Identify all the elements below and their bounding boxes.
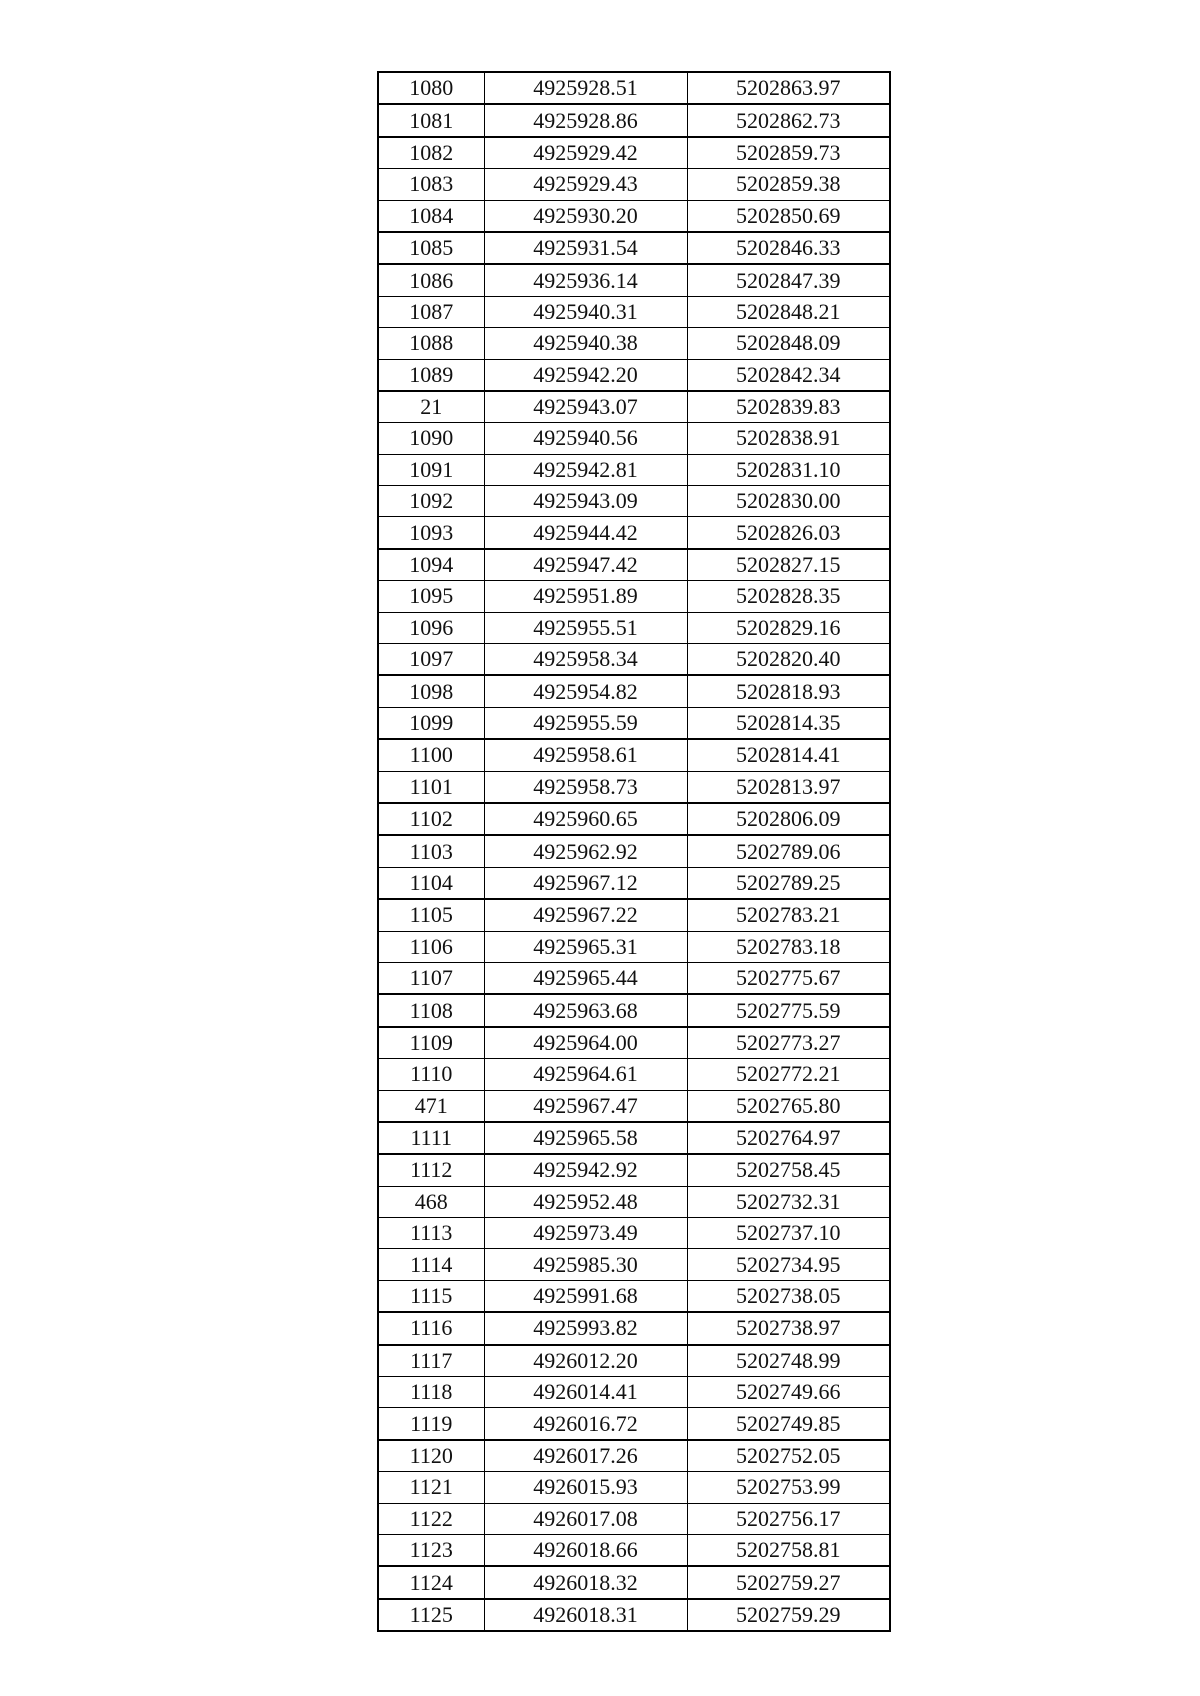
point-number-cell: 1120 bbox=[378, 1440, 484, 1472]
x-coordinate-cell: 4925928.86 bbox=[484, 104, 687, 136]
point-number-cell: 1121 bbox=[378, 1472, 484, 1503]
point-number-cell: 1111 bbox=[378, 1122, 484, 1154]
x-coordinate-cell: 4925929.42 bbox=[484, 137, 687, 169]
y-coordinate-cell: 5202752.05 bbox=[687, 1440, 890, 1472]
x-coordinate-cell: 4925936.14 bbox=[484, 264, 687, 296]
y-coordinate-cell: 5202828.35 bbox=[687, 581, 890, 612]
table-row bbox=[378, 1534, 890, 1566]
y-coordinate-cell: 5202749.66 bbox=[687, 1377, 890, 1408]
point-number-cell: 1114 bbox=[378, 1249, 484, 1280]
point-number-cell: 1104 bbox=[378, 867, 484, 899]
table-row bbox=[378, 994, 890, 1026]
table-row bbox=[378, 264, 890, 296]
x-coordinate-cell: 4925942.81 bbox=[484, 454, 687, 485]
table-row bbox=[378, 517, 890, 549]
table-row bbox=[378, 771, 890, 803]
table-row bbox=[378, 931, 890, 962]
x-coordinate-cell: 4925951.89 bbox=[484, 581, 687, 612]
point-number-cell: 1094 bbox=[378, 549, 484, 581]
point-number-cell: 1122 bbox=[378, 1503, 484, 1534]
x-coordinate-cell: 4925929.43 bbox=[484, 169, 687, 200]
x-coordinate-cell: 4925963.68 bbox=[484, 994, 687, 1026]
table-row bbox=[378, 1503, 890, 1534]
point-number-cell: 1082 bbox=[378, 137, 484, 169]
point-number-cell: 1118 bbox=[378, 1377, 484, 1408]
table-row bbox=[378, 1249, 890, 1280]
x-coordinate-cell: 4925993.82 bbox=[484, 1312, 687, 1344]
table-row bbox=[378, 1090, 890, 1122]
y-coordinate-cell: 5202737.10 bbox=[687, 1218, 890, 1249]
y-coordinate-cell: 5202838.91 bbox=[687, 423, 890, 454]
point-number-cell: 1107 bbox=[378, 962, 484, 994]
y-coordinate-cell: 5202758.45 bbox=[687, 1154, 890, 1186]
table-row bbox=[378, 1059, 890, 1090]
table-row bbox=[378, 1280, 890, 1312]
x-coordinate-cell: 4925955.59 bbox=[484, 707, 687, 739]
point-number-cell: 1110 bbox=[378, 1059, 484, 1090]
y-coordinate-cell: 5202827.15 bbox=[687, 549, 890, 581]
x-coordinate-cell: 4925943.07 bbox=[484, 391, 687, 423]
point-number-cell: 1115 bbox=[378, 1280, 484, 1312]
y-coordinate-cell: 5202813.97 bbox=[687, 771, 890, 803]
y-coordinate-cell: 5202738.97 bbox=[687, 1312, 890, 1344]
y-coordinate-cell: 5202829.16 bbox=[687, 612, 890, 643]
y-coordinate-cell: 5202826.03 bbox=[687, 517, 890, 549]
x-coordinate-cell: 4926014.41 bbox=[484, 1377, 687, 1408]
y-coordinate-cell: 5202789.25 bbox=[687, 867, 890, 899]
y-coordinate-cell: 5202748.99 bbox=[687, 1345, 890, 1377]
table-row bbox=[378, 359, 890, 391]
table-row bbox=[378, 707, 890, 739]
table-row bbox=[378, 549, 890, 581]
x-coordinate-cell: 4925973.49 bbox=[484, 1218, 687, 1249]
x-coordinate-cell: 4926016.72 bbox=[484, 1408, 687, 1440]
point-number-cell: 1124 bbox=[378, 1566, 484, 1598]
x-coordinate-cell: 4925960.65 bbox=[484, 803, 687, 835]
y-coordinate-cell: 5202859.73 bbox=[687, 137, 890, 169]
point-number-cell: 1112 bbox=[378, 1154, 484, 1186]
point-number-cell: 1117 bbox=[378, 1345, 484, 1377]
point-number-cell: 1098 bbox=[378, 675, 484, 707]
table-row bbox=[378, 296, 890, 327]
point-number-cell: 1109 bbox=[378, 1027, 484, 1059]
x-coordinate-cell: 4925940.38 bbox=[484, 328, 687, 359]
table-row bbox=[378, 899, 890, 931]
point-number-cell: 1093 bbox=[378, 517, 484, 549]
x-coordinate-cell: 4925940.31 bbox=[484, 296, 687, 327]
x-coordinate-cell: 4925965.58 bbox=[484, 1122, 687, 1154]
x-coordinate-cell: 4926018.31 bbox=[484, 1599, 687, 1631]
point-number-cell: 468 bbox=[378, 1186, 484, 1217]
point-number-cell: 1090 bbox=[378, 423, 484, 454]
point-number-cell: 1084 bbox=[378, 200, 484, 232]
y-coordinate-cell: 5202753.99 bbox=[687, 1472, 890, 1503]
x-coordinate-cell: 4925962.92 bbox=[484, 835, 687, 867]
point-number-cell: 1092 bbox=[378, 486, 484, 517]
x-coordinate-cell: 4925952.48 bbox=[484, 1186, 687, 1217]
point-number-cell: 1085 bbox=[378, 232, 484, 264]
point-number-cell: 1125 bbox=[378, 1599, 484, 1631]
point-number-cell: 1095 bbox=[378, 581, 484, 612]
table-row bbox=[378, 1408, 890, 1440]
table-row bbox=[378, 1440, 890, 1472]
point-number-cell: 1123 bbox=[378, 1534, 484, 1566]
x-coordinate-cell: 4925947.42 bbox=[484, 549, 687, 581]
y-coordinate-cell: 5202783.21 bbox=[687, 899, 890, 931]
y-coordinate-cell: 5202783.18 bbox=[687, 931, 890, 962]
y-coordinate-cell: 5202846.33 bbox=[687, 232, 890, 264]
point-number-cell: 1099 bbox=[378, 707, 484, 739]
x-coordinate-cell: 4925955.51 bbox=[484, 612, 687, 643]
x-coordinate-cell: 4925967.22 bbox=[484, 899, 687, 931]
table-row bbox=[378, 423, 890, 454]
point-number-cell: 1083 bbox=[378, 169, 484, 200]
coordinates-table bbox=[377, 71, 891, 1632]
point-number-cell: 21 bbox=[378, 391, 484, 423]
point-number-cell: 1113 bbox=[378, 1218, 484, 1249]
table-row bbox=[378, 72, 890, 104]
y-coordinate-cell: 5202756.17 bbox=[687, 1503, 890, 1534]
x-coordinate-cell: 4926018.32 bbox=[484, 1566, 687, 1598]
table-row bbox=[378, 644, 890, 676]
y-coordinate-cell: 5202842.34 bbox=[687, 359, 890, 391]
y-coordinate-cell: 5202764.97 bbox=[687, 1122, 890, 1154]
table-row bbox=[378, 1345, 890, 1377]
coordinates-table-body bbox=[378, 72, 890, 1631]
y-coordinate-cell: 5202738.05 bbox=[687, 1280, 890, 1312]
point-number-cell: 471 bbox=[378, 1090, 484, 1122]
y-coordinate-cell: 5202820.40 bbox=[687, 644, 890, 676]
point-number-cell: 1081 bbox=[378, 104, 484, 136]
point-number-cell: 1101 bbox=[378, 771, 484, 803]
y-coordinate-cell: 5202848.21 bbox=[687, 296, 890, 327]
y-coordinate-cell: 5202806.09 bbox=[687, 803, 890, 835]
x-coordinate-cell: 4925931.54 bbox=[484, 232, 687, 264]
table-row bbox=[378, 454, 890, 485]
table-row bbox=[378, 1154, 890, 1186]
y-coordinate-cell: 5202839.83 bbox=[687, 391, 890, 423]
y-coordinate-cell: 5202847.39 bbox=[687, 264, 890, 296]
y-coordinate-cell: 5202859.38 bbox=[687, 169, 890, 200]
point-number-cell: 1116 bbox=[378, 1312, 484, 1344]
point-number-cell: 1119 bbox=[378, 1408, 484, 1440]
y-coordinate-cell: 5202818.93 bbox=[687, 675, 890, 707]
x-coordinate-cell: 4925958.73 bbox=[484, 771, 687, 803]
table-row bbox=[378, 1122, 890, 1154]
table-row bbox=[378, 137, 890, 169]
y-coordinate-cell: 5202734.95 bbox=[687, 1249, 890, 1280]
y-coordinate-cell: 5202814.35 bbox=[687, 707, 890, 739]
table-row bbox=[378, 1186, 890, 1217]
table-row bbox=[378, 1566, 890, 1598]
y-coordinate-cell: 5202863.97 bbox=[687, 72, 890, 104]
table-row bbox=[378, 962, 890, 994]
y-coordinate-cell: 5202732.31 bbox=[687, 1186, 890, 1217]
table-row bbox=[378, 232, 890, 264]
y-coordinate-cell: 5202850.69 bbox=[687, 200, 890, 232]
x-coordinate-cell: 4925930.20 bbox=[484, 200, 687, 232]
table-row bbox=[378, 803, 890, 835]
table-row bbox=[378, 169, 890, 200]
table-row bbox=[378, 1312, 890, 1344]
x-coordinate-cell: 4926017.08 bbox=[484, 1503, 687, 1534]
point-number-cell: 1087 bbox=[378, 296, 484, 327]
point-number-cell: 1105 bbox=[378, 899, 484, 931]
table-row bbox=[378, 835, 890, 867]
x-coordinate-cell: 4925942.92 bbox=[484, 1154, 687, 1186]
y-coordinate-cell: 5202749.85 bbox=[687, 1408, 890, 1440]
table-row bbox=[378, 1377, 890, 1408]
y-coordinate-cell: 5202775.67 bbox=[687, 962, 890, 994]
y-coordinate-cell: 5202759.27 bbox=[687, 1566, 890, 1598]
y-coordinate-cell: 5202775.59 bbox=[687, 994, 890, 1026]
point-number-cell: 1106 bbox=[378, 931, 484, 962]
x-coordinate-cell: 4925964.61 bbox=[484, 1059, 687, 1090]
y-coordinate-cell: 5202789.06 bbox=[687, 835, 890, 867]
point-number-cell: 1108 bbox=[378, 994, 484, 1026]
table-row bbox=[378, 486, 890, 517]
table-row bbox=[378, 612, 890, 643]
point-number-cell: 1102 bbox=[378, 803, 484, 835]
x-coordinate-cell: 4926015.93 bbox=[484, 1472, 687, 1503]
table-row bbox=[378, 739, 890, 771]
table-row bbox=[378, 867, 890, 899]
y-coordinate-cell: 5202758.81 bbox=[687, 1534, 890, 1566]
x-coordinate-cell: 4925944.42 bbox=[484, 517, 687, 549]
x-coordinate-cell: 4925942.20 bbox=[484, 359, 687, 391]
x-coordinate-cell: 4925943.09 bbox=[484, 486, 687, 517]
x-coordinate-cell: 4925965.44 bbox=[484, 962, 687, 994]
y-coordinate-cell: 5202862.73 bbox=[687, 104, 890, 136]
table-row bbox=[378, 200, 890, 232]
x-coordinate-cell: 4925965.31 bbox=[484, 931, 687, 962]
table-row bbox=[378, 1027, 890, 1059]
y-coordinate-cell: 5202814.41 bbox=[687, 739, 890, 771]
y-coordinate-cell: 5202773.27 bbox=[687, 1027, 890, 1059]
x-coordinate-cell: 4925958.61 bbox=[484, 739, 687, 771]
x-coordinate-cell: 4926017.26 bbox=[484, 1440, 687, 1472]
x-coordinate-cell: 4925958.34 bbox=[484, 644, 687, 676]
x-coordinate-cell: 4925967.12 bbox=[484, 867, 687, 899]
table-row bbox=[378, 1599, 890, 1631]
table-row bbox=[378, 1472, 890, 1503]
point-number-cell: 1103 bbox=[378, 835, 484, 867]
x-coordinate-cell: 4925928.51 bbox=[484, 72, 687, 104]
x-coordinate-cell: 4926012.20 bbox=[484, 1345, 687, 1377]
point-number-cell: 1088 bbox=[378, 328, 484, 359]
table-row bbox=[378, 328, 890, 359]
point-number-cell: 1089 bbox=[378, 359, 484, 391]
table-row bbox=[378, 391, 890, 423]
x-coordinate-cell: 4925964.00 bbox=[484, 1027, 687, 1059]
table-row bbox=[378, 675, 890, 707]
point-number-cell: 1096 bbox=[378, 612, 484, 643]
y-coordinate-cell: 5202848.09 bbox=[687, 328, 890, 359]
x-coordinate-cell: 4925967.47 bbox=[484, 1090, 687, 1122]
table-row bbox=[378, 104, 890, 136]
point-number-cell: 1097 bbox=[378, 644, 484, 676]
x-coordinate-cell: 4926018.66 bbox=[484, 1534, 687, 1566]
point-number-cell: 1100 bbox=[378, 739, 484, 771]
x-coordinate-cell: 4925954.82 bbox=[484, 675, 687, 707]
point-number-cell: 1080 bbox=[378, 72, 484, 104]
x-coordinate-cell: 4925985.30 bbox=[484, 1249, 687, 1280]
y-coordinate-cell: 5202830.00 bbox=[687, 486, 890, 517]
y-coordinate-cell: 5202765.80 bbox=[687, 1090, 890, 1122]
x-coordinate-cell: 4925940.56 bbox=[484, 423, 687, 454]
y-coordinate-cell: 5202831.10 bbox=[687, 454, 890, 485]
y-coordinate-cell: 5202759.29 bbox=[687, 1599, 890, 1631]
table-row bbox=[378, 581, 890, 612]
point-number-cell: 1091 bbox=[378, 454, 484, 485]
y-coordinate-cell: 5202772.21 bbox=[687, 1059, 890, 1090]
table-row bbox=[378, 1218, 890, 1249]
x-coordinate-cell: 4925991.68 bbox=[484, 1280, 687, 1312]
point-number-cell: 1086 bbox=[378, 264, 484, 296]
